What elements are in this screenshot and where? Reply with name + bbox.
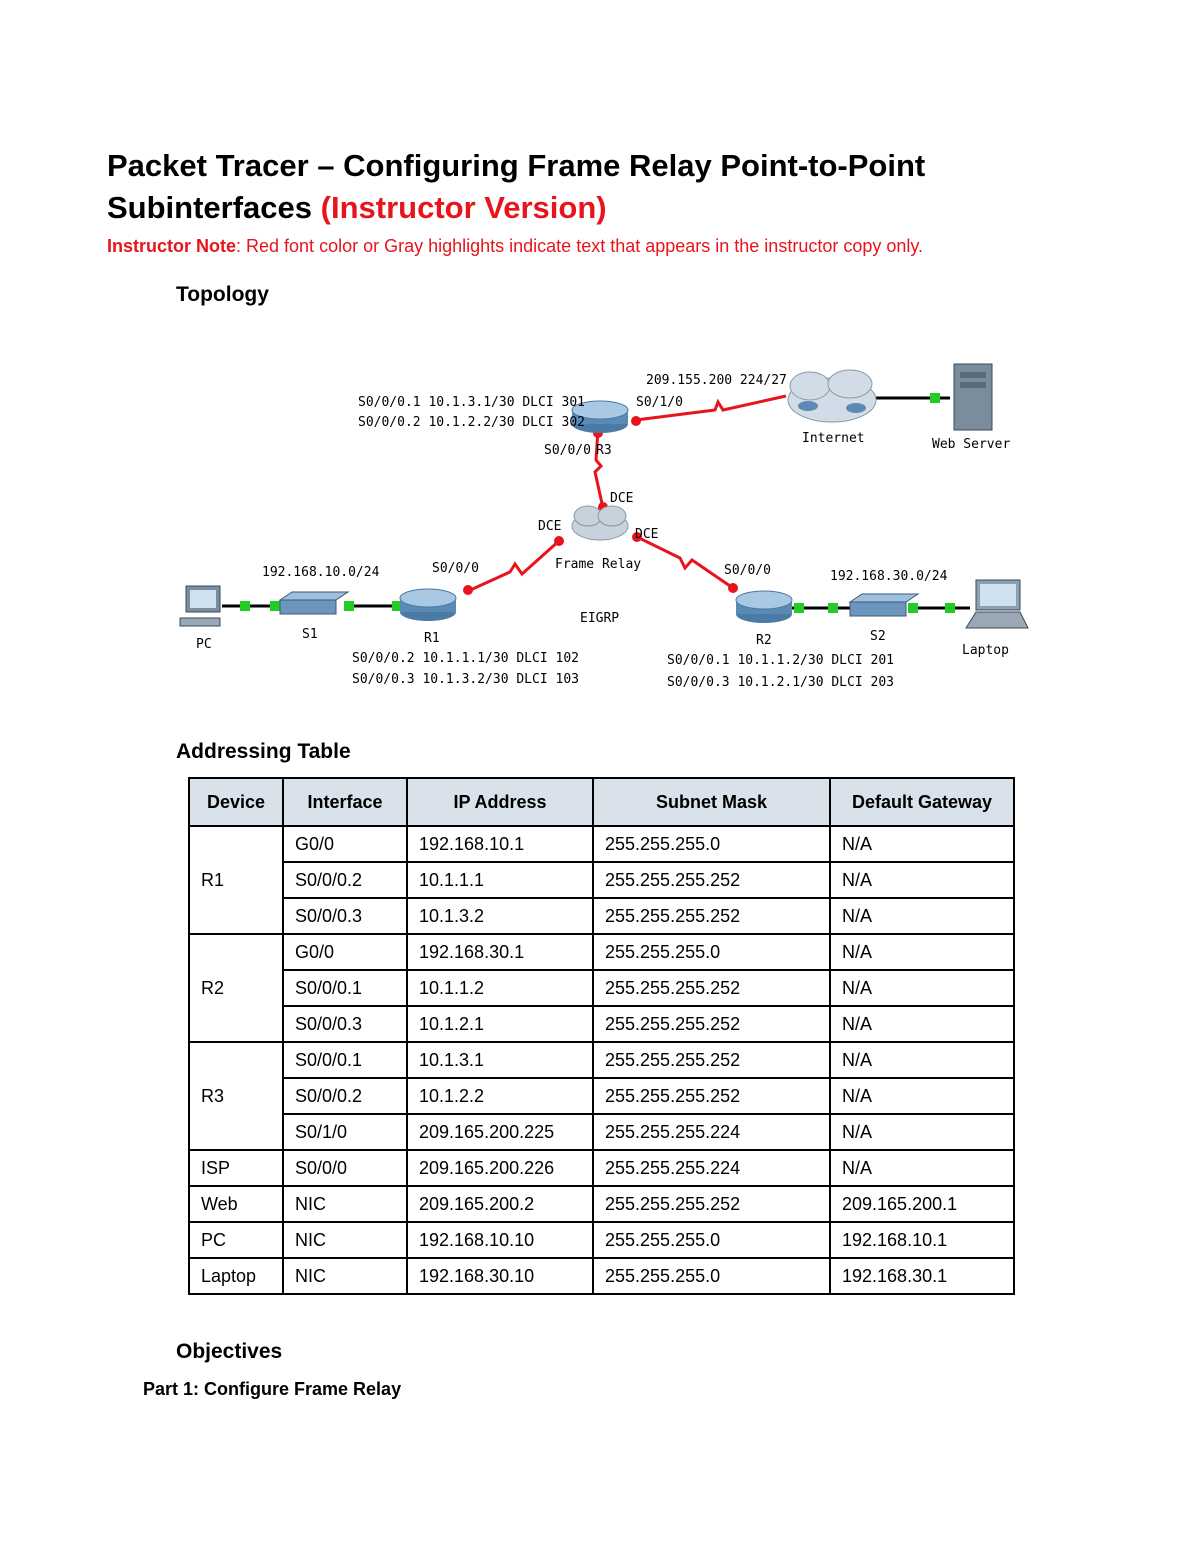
interface-cell: S0/1/0 [283, 1114, 407, 1150]
r1-sub1-label: S0/0/0.2 10.1.1.1/30 DLCI 102 [352, 651, 579, 666]
r3-sub1-label: S0/0/0.1 10.1.3.1/30 DLCI 301 [358, 395, 585, 410]
device-cell: Web [189, 1186, 283, 1222]
r1-label: R1 [424, 631, 440, 646]
r2-label: R2 [756, 633, 772, 648]
interface-cell: G0/0 [283, 826, 407, 862]
ip-cell: 10.1.2.2 [407, 1078, 593, 1114]
instructor-note-label: Instructor Note [107, 236, 237, 256]
objectives-heading: Objectives [176, 1340, 283, 1363]
r2-sub1-label: S0/0/0.1 10.1.1.2/30 DLCI 201 [667, 653, 894, 668]
ip-cell: 192.168.10.10 [407, 1222, 593, 1258]
gateway-cell: N/A [830, 1078, 1014, 1114]
interface-cell: S0/0/0.1 [283, 970, 407, 1006]
gateway-cell: N/A [830, 1150, 1014, 1186]
interface-cell: NIC [283, 1186, 407, 1222]
device-cell: R2 [189, 934, 283, 1042]
header-default-gateway: Default Gateway [830, 778, 1014, 826]
header-device: Device [189, 778, 283, 826]
mask-cell: 255.255.255.252 [593, 1186, 830, 1222]
mask-cell: 255.255.255.0 [593, 1258, 830, 1294]
r3-s000-label: S0/0/0 [544, 443, 591, 458]
lan2-label: 192.168.30.0/24 [830, 569, 948, 584]
ip-cell: 192.168.30.10 [407, 1258, 593, 1294]
ip-cell: 10.1.1.1 [407, 862, 593, 898]
dce-left-label: DCE [538, 519, 562, 534]
router-r2-icon [736, 591, 792, 623]
device-cell: PC [189, 1222, 283, 1258]
mask-cell: 255.255.255.0 [593, 1222, 830, 1258]
device-cell: R1 [189, 826, 283, 934]
topology-diagram [170, 350, 1030, 700]
switch-s1-icon [280, 592, 348, 614]
frame-relay-label: Frame Relay [555, 557, 642, 572]
table-row [189, 826, 1014, 862]
interface-cell: NIC [283, 1222, 407, 1258]
r3-label: R3 [596, 443, 612, 458]
table-row [189, 1042, 1014, 1078]
pc-icon [180, 586, 220, 626]
title-version: (Instructor Version) [320, 190, 607, 225]
router-r1-icon [400, 589, 456, 621]
r1-sub2-label: S0/0/0.3 10.1.3.2/30 DLCI 103 [352, 672, 579, 687]
gateway-cell: N/A [830, 1006, 1014, 1042]
gateway-cell: N/A [830, 898, 1014, 934]
header-ip-address: IP Address [407, 778, 593, 826]
instructor-note [107, 236, 923, 257]
laptop-label: Laptop [962, 643, 1009, 658]
frame-relay-cloud-icon [572, 506, 628, 540]
mask-cell: 255.255.255.252 [593, 1006, 830, 1042]
interface-cell: S0/0/0.3 [283, 1006, 407, 1042]
addressing-table [188, 777, 1015, 1295]
ip-cell: 209.165.200.2 [407, 1186, 593, 1222]
mask-cell: 255.255.255.0 [593, 934, 830, 970]
device-cell: ISP [189, 1150, 283, 1186]
internet-label: Internet [802, 431, 865, 446]
part1-heading: Part 1: Configure Frame Relay [143, 1379, 402, 1399]
gateway-cell: 209.165.200.1 [830, 1186, 1014, 1222]
ip-cell: 10.1.2.1 [407, 1006, 593, 1042]
gateway-cell: 192.168.30.1 [830, 1258, 1014, 1294]
title-main: Packet Tracer – Configuring Frame Relay Point-to-Point Subinterfaces [107, 148, 926, 225]
gateway-cell: N/A [830, 1114, 1014, 1150]
r2-s000-label: S0/0/0 [724, 563, 771, 578]
ip-cell: 10.1.1.2 [407, 970, 593, 1006]
lan1-label: 192.168.10.0/24 [262, 565, 380, 580]
mask-cell: 255.255.255.252 [593, 898, 830, 934]
ip-cell: 192.168.30.1 [407, 934, 593, 970]
r2-sub2-label: S0/0/0.3 10.1.2.1/30 DLCI 203 [667, 675, 894, 690]
table-row [189, 1006, 1014, 1042]
table-row [189, 1258, 1014, 1294]
mask-cell: 255.255.255.0 [593, 826, 830, 862]
s1-label: S1 [302, 627, 318, 642]
pc-label: PC [196, 637, 212, 652]
dce-right-label: DCE [635, 527, 659, 542]
table-row [189, 1186, 1014, 1222]
s2-label: S2 [870, 629, 886, 644]
interface-cell: G0/0 [283, 934, 407, 970]
instructor-note-text: : Red font color or Gray highlights indicate text that appears in the instructor copy only. [236, 236, 924, 256]
dce-top-label: DCE [610, 491, 634, 506]
web-server-label: Web Server [932, 437, 1011, 452]
table-row [189, 1078, 1014, 1114]
interface-cell: S0/0/0.3 [283, 898, 407, 934]
mask-cell: 255.255.255.252 [593, 1078, 830, 1114]
interface-cell: S0/0/0.1 [283, 1042, 407, 1078]
gateway-cell: N/A [830, 1042, 1014, 1078]
gateway-cell: N/A [830, 862, 1014, 898]
table-row [189, 934, 1014, 970]
table-row [189, 1114, 1014, 1150]
ip-cell: 10.1.3.2 [407, 898, 593, 934]
eigrp-label: EIGRP [580, 611, 620, 626]
table-row [189, 1222, 1014, 1258]
ip-cell: 192.168.10.1 [407, 826, 593, 862]
device-cell: R3 [189, 1042, 283, 1150]
table-row [189, 862, 1014, 898]
ip-cell: 10.1.3.1 [407, 1042, 593, 1078]
isp-network-label: 209.155.200 224/27 [646, 373, 787, 388]
gateway-cell: N/A [830, 934, 1014, 970]
interface-cell: S0/0/0.2 [283, 862, 407, 898]
interface-cell: S0/0/0.2 [283, 1078, 407, 1114]
header-interface: Interface [283, 778, 407, 826]
mask-cell: 255.255.255.252 [593, 1042, 830, 1078]
addressing-table-heading: Addressing Table [176, 740, 351, 763]
ip-cell: 209.165.200.226 [407, 1150, 593, 1186]
table-header-row [189, 778, 1014, 826]
internet-cloud-icon [788, 370, 876, 422]
interface-cell: S0/0/0 [283, 1150, 407, 1186]
document-title [107, 145, 1107, 229]
r3-s010-label: S0/1/0 [636, 395, 683, 410]
mask-cell: 255.255.255.252 [593, 862, 830, 898]
table-row [189, 970, 1014, 1006]
ip-cell: 209.165.200.225 [407, 1114, 593, 1150]
switch-s2-icon [850, 594, 918, 616]
interface-cell: NIC [283, 1258, 407, 1294]
r3-sub2-label: S0/0/0.2 10.1.2.2/30 DLCI 302 [358, 415, 585, 430]
mask-cell: 255.255.255.252 [593, 970, 830, 1006]
gateway-cell: N/A [830, 970, 1014, 1006]
gateway-cell: N/A [830, 826, 1014, 862]
r1-s000-label: S0/0/0 [432, 561, 479, 576]
topology-heading: Topology [176, 283, 269, 306]
web-server-icon [954, 364, 992, 430]
table-row [189, 1150, 1014, 1186]
device-cell: Laptop [189, 1258, 283, 1294]
header-subnet-mask: Subnet Mask [593, 778, 830, 826]
mask-cell: 255.255.255.224 [593, 1114, 830, 1150]
table-row [189, 898, 1014, 934]
gateway-cell: 192.168.10.1 [830, 1222, 1014, 1258]
laptop-icon [966, 580, 1028, 628]
mask-cell: 255.255.255.224 [593, 1150, 830, 1186]
